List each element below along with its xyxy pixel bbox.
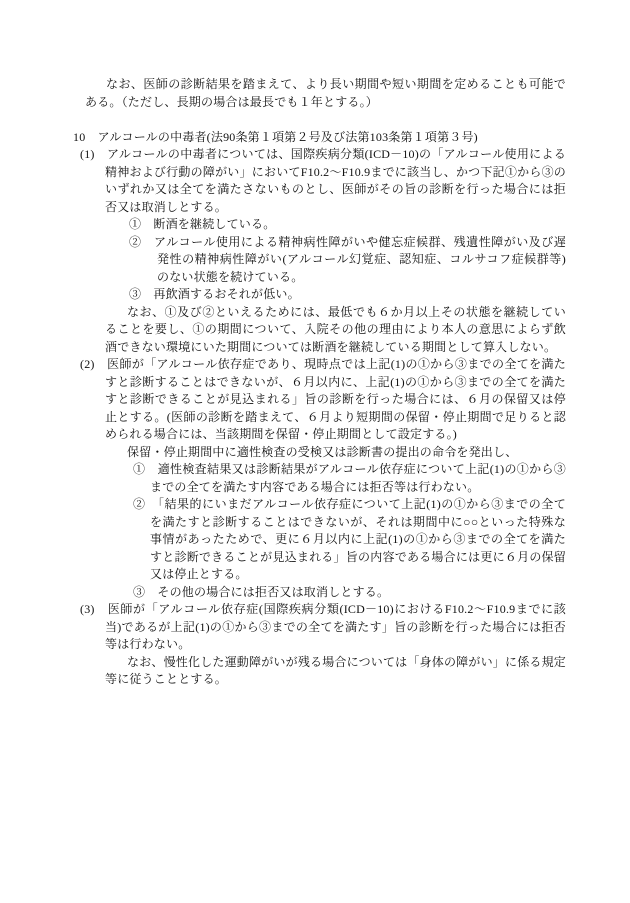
item-2-paragraph: (2) 医師が「アルコール依存症であり、現時点では上記(1)の①から③までの全てを満たすと診断することはできないが、６月以内に、上記(1)の①から③までの全てを満たすと診断できることが見込まれる」旨の診断を行った場合には、６月の保留又は停止とする。(医師の診断を踏まえて、６月より短期間の保留・停止期間で足りると認められる場合には、当該期間を保留・停止期間として設定する。) bbox=[80, 357, 566, 441]
item-2-lead-sentence: 保留・停止期間中に適性検査の受検又は診断書の提出の命令を発出し、 bbox=[127, 444, 518, 459]
item-1-note: なお、①及び②といえるためには、最低でも６か月以上その状態を継続していることを要し、①の期間について、入院その他の理由により本人の意思によらず飲酒できない環境にいた期間については断酒を継続している期間として算入しない。 bbox=[105, 304, 566, 354]
top-note-paragraph: なお、医師の診断結果を踏まえて、より長い期間や短い期間を定めることも可能である。（ただし、長期の場合は最長でも１年とする。） bbox=[85, 77, 566, 109]
item-1-clause-1: ① 断酒を継続している。 bbox=[129, 217, 276, 231]
item-2-clause-1: ① 適性検査結果又は診断結果がアルコール依存症について上記(1)の①から③までの全てを満たす内容である場合には拒否等は行わない。 bbox=[133, 462, 566, 494]
item-2-clause-3: ③ その他の場合には拒否又は取消しとする。 bbox=[133, 584, 390, 599]
item-3-note: なお、慢性化した運動障がいが残る場合については「身体の障がい」に係る規定等に従うこととする。 bbox=[105, 654, 566, 686]
item-1-clause-2: ② アルコール使用による精神病性障がいや健忘症候群、残遺性障がい及び遅発性の精神病性障がい(アルコール幻覚症、認知症、コルサコフ症候群等)のない状態を続けている。 bbox=[129, 234, 566, 284]
section-10-heading: 10 アルコールの中毒者(法90条第１項第２号及び法第103条第１項第３号) bbox=[73, 129, 478, 144]
item-3-paragraph: (3) 医師が「アルコール依存症(国際疾病分類(ICD－10)におけるF10.2～F10.9までに該当)であるが上記(1)の①から③までの全てを満たす」旨の診断を行った場合には拒否等は行わない。 bbox=[80, 602, 566, 651]
item-1-clause-3: ③ 再飲酒するおそれが低い。 bbox=[129, 287, 300, 301]
item-2-clause-2: ② 「結果的にいまだアルコール依存症について上記(1)の①から③までの全てを満たすと診断することはできないが、それは期間中に○○といった特殊な事情があったためで、更に６月以内に上記(1)の①から③までの全てを満たすと診断できることが見込まれる」旨の内容である場合には更に６月の保留又は停止とする。 bbox=[133, 497, 566, 581]
item-1-paragraph: (1) アルコールの中毒者については、国際疾病分類(ICD－10)の「アルコール使用による精神および行動の障がい」においてF10.2～F10.9までに該当し、かつ下記①から③のいずれか又は全てを満たさないものとし、医師がその旨の診断を行った場合には拒否又は取消しとする。 bbox=[80, 147, 566, 214]
